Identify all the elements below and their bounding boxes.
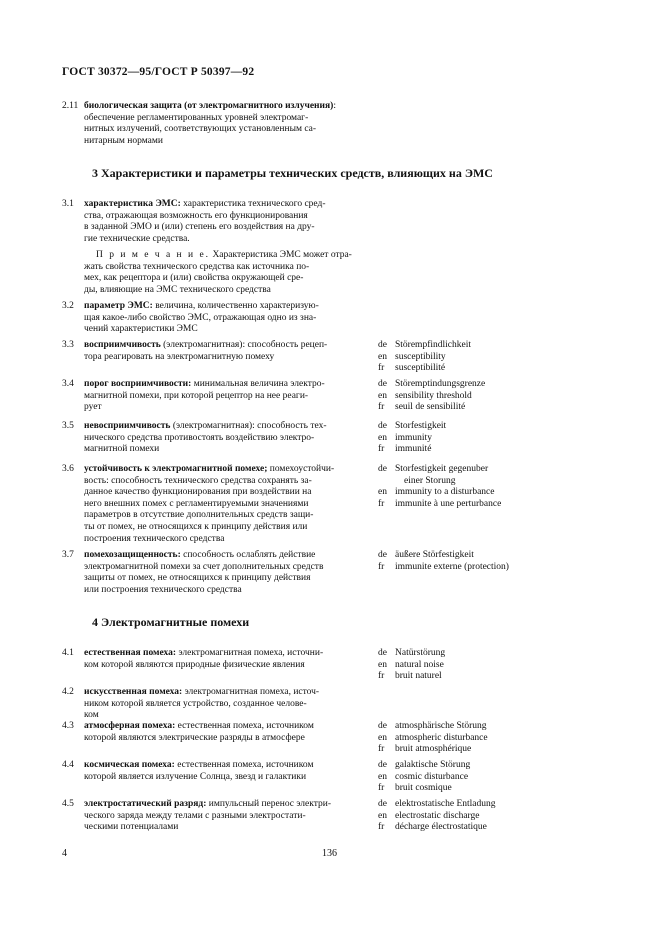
translated-term: immunite externe (protection) <box>395 561 509 572</box>
translation-row <box>378 352 471 364</box>
term-bold: помехозащищенность: <box>84 550 181 560</box>
translated-term: einer Storung <box>404 475 456 486</box>
language-code: en <box>378 659 387 670</box>
translation-list <box>378 760 470 795</box>
definition-line: вость: способность технического средства сохранять за- <box>84 475 312 486</box>
translated-term: elektrostatische Entladung <box>395 799 496 809</box>
item-definition <box>84 421 384 456</box>
language-code: en <box>378 432 387 443</box>
term-bold: устойчивость к электромагнитной помехе; <box>84 464 268 474</box>
language-code: en <box>378 732 387 743</box>
translation-row <box>378 799 496 811</box>
term-bold: порог восприимчивости: <box>84 379 192 389</box>
definition-line: ником которой является устройство, созданное челове- <box>84 698 307 709</box>
language-code: fr <box>378 402 385 413</box>
translation-row <box>378 671 445 683</box>
translated-term: äußere Störfestigkeit <box>395 550 474 560</box>
term-bold: характеристика ЭМС: <box>84 199 181 209</box>
translation-row <box>378 648 445 660</box>
language-code: fr <box>378 671 385 682</box>
language-code: en <box>378 390 387 401</box>
language-code: de <box>378 550 387 560</box>
language-code: en <box>378 351 387 362</box>
language-code: de <box>378 648 387 658</box>
term-bold: атмосферная помеха: <box>84 721 176 731</box>
definition-line: магнитной помехи, при которой рецептор на нее реаги- <box>84 390 309 401</box>
language-code: fr <box>378 444 385 455</box>
translation-row <box>378 340 471 352</box>
definition-line: ческими потенциалами <box>84 822 179 833</box>
translation-row <box>378 464 501 476</box>
section-3-heading: 3 Характеристики и параметры технических средств, влияющих на ЭМС <box>92 166 493 180</box>
definition-line: или построения технического средства <box>84 584 242 595</box>
language-code: en <box>378 810 387 821</box>
term-bold: восприимчивость <box>84 340 161 350</box>
translation-row <box>378 733 488 745</box>
translation-row <box>378 444 446 456</box>
translation-row <box>378 391 485 403</box>
language-code: en <box>378 487 387 498</box>
item-number: 4.4 <box>62 760 74 770</box>
item-definition <box>84 101 384 147</box>
item-definition <box>84 464 384 545</box>
translation-list <box>378 340 471 375</box>
translation-row <box>378 783 470 795</box>
term-bold: биологическая защита (от электромагнитного излучения) <box>84 101 334 111</box>
translation-row <box>378 433 446 445</box>
note-paragraph <box>84 250 368 296</box>
definition-line: ческого заряда между телами с разными электростати- <box>84 810 306 821</box>
language-code: fr <box>378 822 385 833</box>
definition-line: ком которой являются природные физические явления <box>84 659 305 670</box>
language-code: en <box>378 771 387 782</box>
translation-row <box>378 660 445 672</box>
definition-line: в заданной ЭМО и (или) степень его воздействия на дру- <box>84 222 315 233</box>
translation-list <box>378 550 509 573</box>
definition-line: данное качество функционирования при воздействии на <box>84 487 312 498</box>
definition-line: нитарным нормами <box>84 135 163 146</box>
definition-line: параметров в отсутствие дополнительных средств защи- <box>84 510 314 521</box>
item-definition <box>84 721 384 744</box>
definition-line: космическая помеха: естественная помеха, источником <box>84 760 314 770</box>
translation-list <box>378 379 485 414</box>
translation-list <box>378 648 445 683</box>
language-code: de <box>378 721 387 731</box>
translated-term: bruit atmosphérique <box>395 744 472 755</box>
definition-line: порог восприимчивости: минимальная величина электро- <box>84 379 325 389</box>
translated-term: immunité <box>395 444 432 455</box>
page-number-left: 4 <box>62 848 67 859</box>
translated-term: Storfestigkeit <box>395 421 447 431</box>
item-number: 3.2 <box>62 301 74 311</box>
translated-term: immunite à une perturbance <box>395 498 502 509</box>
language-code: fr <box>378 498 385 509</box>
translation-row <box>378 487 501 499</box>
note-label: П р и м е ч а н и е. <box>96 250 211 260</box>
term-bold: невосприимчивость <box>84 421 171 431</box>
translated-term: natural noise <box>395 659 444 670</box>
translated-term: sensibility threshold <box>395 390 472 401</box>
translated-term: seuil de sensibilité <box>395 402 466 413</box>
item-number: 2.11 <box>62 101 79 111</box>
language-code: fr <box>378 783 385 794</box>
definition-line: электромагнитной помехи за счет дополнительных средств <box>84 561 324 572</box>
translation-row <box>378 379 485 391</box>
translation-row <box>378 721 488 733</box>
item-number: 3.6 <box>62 464 74 474</box>
item-definition <box>84 550 384 596</box>
item-number: 4.1 <box>62 648 74 658</box>
note-line-2: мех, как рецептора и (или) свойства окружающей сре- <box>84 273 304 284</box>
item-number: 3.7 <box>62 550 74 560</box>
translated-term: Störemptindungsgrenze <box>395 379 486 389</box>
translation-list <box>378 721 488 756</box>
section-4-heading: 4 Электромагнитные помехи <box>92 615 250 629</box>
language-code: fr <box>378 363 385 374</box>
definition-line: построения технического средства <box>84 533 225 544</box>
definition-line: ты от помех, не относящихся к принципу действия или <box>84 521 308 532</box>
definition-line: биологическая защита (от электромагнитного излучения): <box>84 101 336 111</box>
translation-list <box>378 421 446 456</box>
page-header: ГОСТ 30372—95/ГОСТ Р 50397—92 <box>62 66 255 78</box>
translation-row <box>378 562 509 574</box>
translated-term: bruit cosmique <box>395 783 452 794</box>
term-bold: параметр ЭМС: <box>84 301 153 311</box>
translated-term: décharge électrostatique <box>395 822 487 833</box>
item-definition <box>84 379 384 414</box>
definition-line: электростатический разряд: импульсный перенос электри- <box>84 799 332 809</box>
term-bold: искусственная помеха: <box>84 687 183 697</box>
definition-line: защиты от помех, не относящихся к принципу действия <box>84 573 311 584</box>
term-bold: космическая помеха: <box>84 760 175 770</box>
translation-row <box>378 476 501 488</box>
definition-line: рует <box>84 402 102 413</box>
definition-line: невосприимчивость (электромагнитная): способность тех- <box>84 421 327 431</box>
definition-line: атмосферная помеха: естественная помеха, источником <box>84 721 314 731</box>
definition-line: магнитной помехи <box>84 444 160 455</box>
item-number: 3.3 <box>62 340 74 350</box>
translated-term: cosmic disturbance <box>395 771 469 782</box>
definition-line: характеристика ЭМС: характеристика технического сред- <box>84 199 326 209</box>
item-definition <box>84 687 384 722</box>
definition-line: обеспечение регламентированных уровней электромаг- <box>84 112 309 123</box>
translation-row <box>378 363 471 375</box>
translated-term: susceptibilité <box>395 363 446 374</box>
definition-line: которой являются электрические разряды в атмосфере <box>84 732 305 743</box>
translated-term: Natürstörung <box>395 648 446 658</box>
definition-line: искусственная помеха: электромагнитная помеха, источ- <box>84 687 320 697</box>
item-definition <box>84 340 384 363</box>
definition-line: помехозащищенность: способность ослаблять действие <box>84 550 316 560</box>
page-number-center: 136 <box>322 848 337 859</box>
language-code: de <box>378 421 387 431</box>
translation-row <box>378 550 509 562</box>
translation-row <box>378 772 470 784</box>
translation-row <box>378 744 488 756</box>
language-code: de <box>378 760 387 770</box>
item-number: 4.5 <box>62 799 74 809</box>
definition-line: ком <box>84 710 99 721</box>
definition-line: гие технические средства. <box>84 233 190 244</box>
translated-term: Störempfindlichkeit <box>395 340 471 350</box>
definition-line: тора реагировать на электромагнитную помеху <box>84 351 275 362</box>
term-bold: естественная помеха: <box>84 648 177 658</box>
translated-term: atmosphärische Störung <box>395 721 487 731</box>
item-definition <box>84 199 384 245</box>
translated-term: electrostatic discharge <box>395 810 480 821</box>
translation-row <box>378 499 501 511</box>
definition-line: естественная помеха: электромагнитная помеха, источни- <box>84 648 324 658</box>
language-code: fr <box>378 744 385 755</box>
language-code: de <box>378 379 387 389</box>
translated-term: bruit naturel <box>395 671 442 682</box>
item-definition <box>84 301 384 336</box>
item-definition <box>84 799 384 834</box>
definition-line: щая какое-либо свойство ЭМС, отражающая одно из зна- <box>84 312 317 323</box>
note-line-0: Характеристика ЭМС может отра- <box>210 250 352 260</box>
item-number: 4.2 <box>62 687 74 697</box>
definition-line: которой является излучение Солнца, звезд и галактики <box>84 771 307 782</box>
translated-term: galaktische Störung <box>395 760 471 770</box>
definition-line: чений характеристики ЭМС <box>84 324 198 335</box>
language-code: de <box>378 464 387 474</box>
translation-row <box>378 811 496 823</box>
definition-line: устойчивость к электромагнитной помехе; помехоустойчи- <box>84 464 335 474</box>
note-line-3: ды, влияющие на ЭМС технического средства <box>84 284 271 295</box>
item-number: 3.5 <box>62 421 74 431</box>
language-code: de <box>378 799 387 809</box>
translated-term: immunity <box>395 432 432 443</box>
item-number: 3.1 <box>62 199 74 209</box>
item-number: 4.3 <box>62 721 74 731</box>
definition-line: ства, отражающая возможность его функционирования <box>84 210 308 221</box>
translation-row <box>378 421 446 433</box>
translated-term: immunity to a disturbance <box>395 487 495 498</box>
language-code: de <box>378 340 387 350</box>
translated-term: Storfestigkeit gegenuber <box>395 464 489 474</box>
definition-line: нического средства противостоять воздействию электро- <box>84 432 315 443</box>
translated-term: susceptibility <box>395 351 446 362</box>
translation-row <box>378 402 485 414</box>
definition-line: восприимчивость (электромагнитная): способность рецеп- <box>84 340 328 350</box>
term-bold: электростатический разряд: <box>84 799 207 809</box>
translated-term: atmospheric disturbance <box>395 732 488 743</box>
item-definition <box>84 648 384 671</box>
translation-list <box>378 464 501 510</box>
note-line-1: жать свойства технического средства как источника по- <box>84 261 310 272</box>
definition-line: параметр ЭМС: величина, количественно характеризую- <box>84 301 319 311</box>
language-code <box>378 476 395 488</box>
item-definition <box>84 760 384 783</box>
translation-row <box>378 822 496 834</box>
definition-line: нитных излучений, соответствующих установленным са- <box>84 124 317 135</box>
item-number: 3.4 <box>62 379 74 389</box>
translation-row <box>378 760 470 772</box>
language-code: fr <box>378 561 385 572</box>
translation-list <box>378 799 496 834</box>
definition-line: него внешних помех с регламентируемыми значениями <box>84 498 309 509</box>
